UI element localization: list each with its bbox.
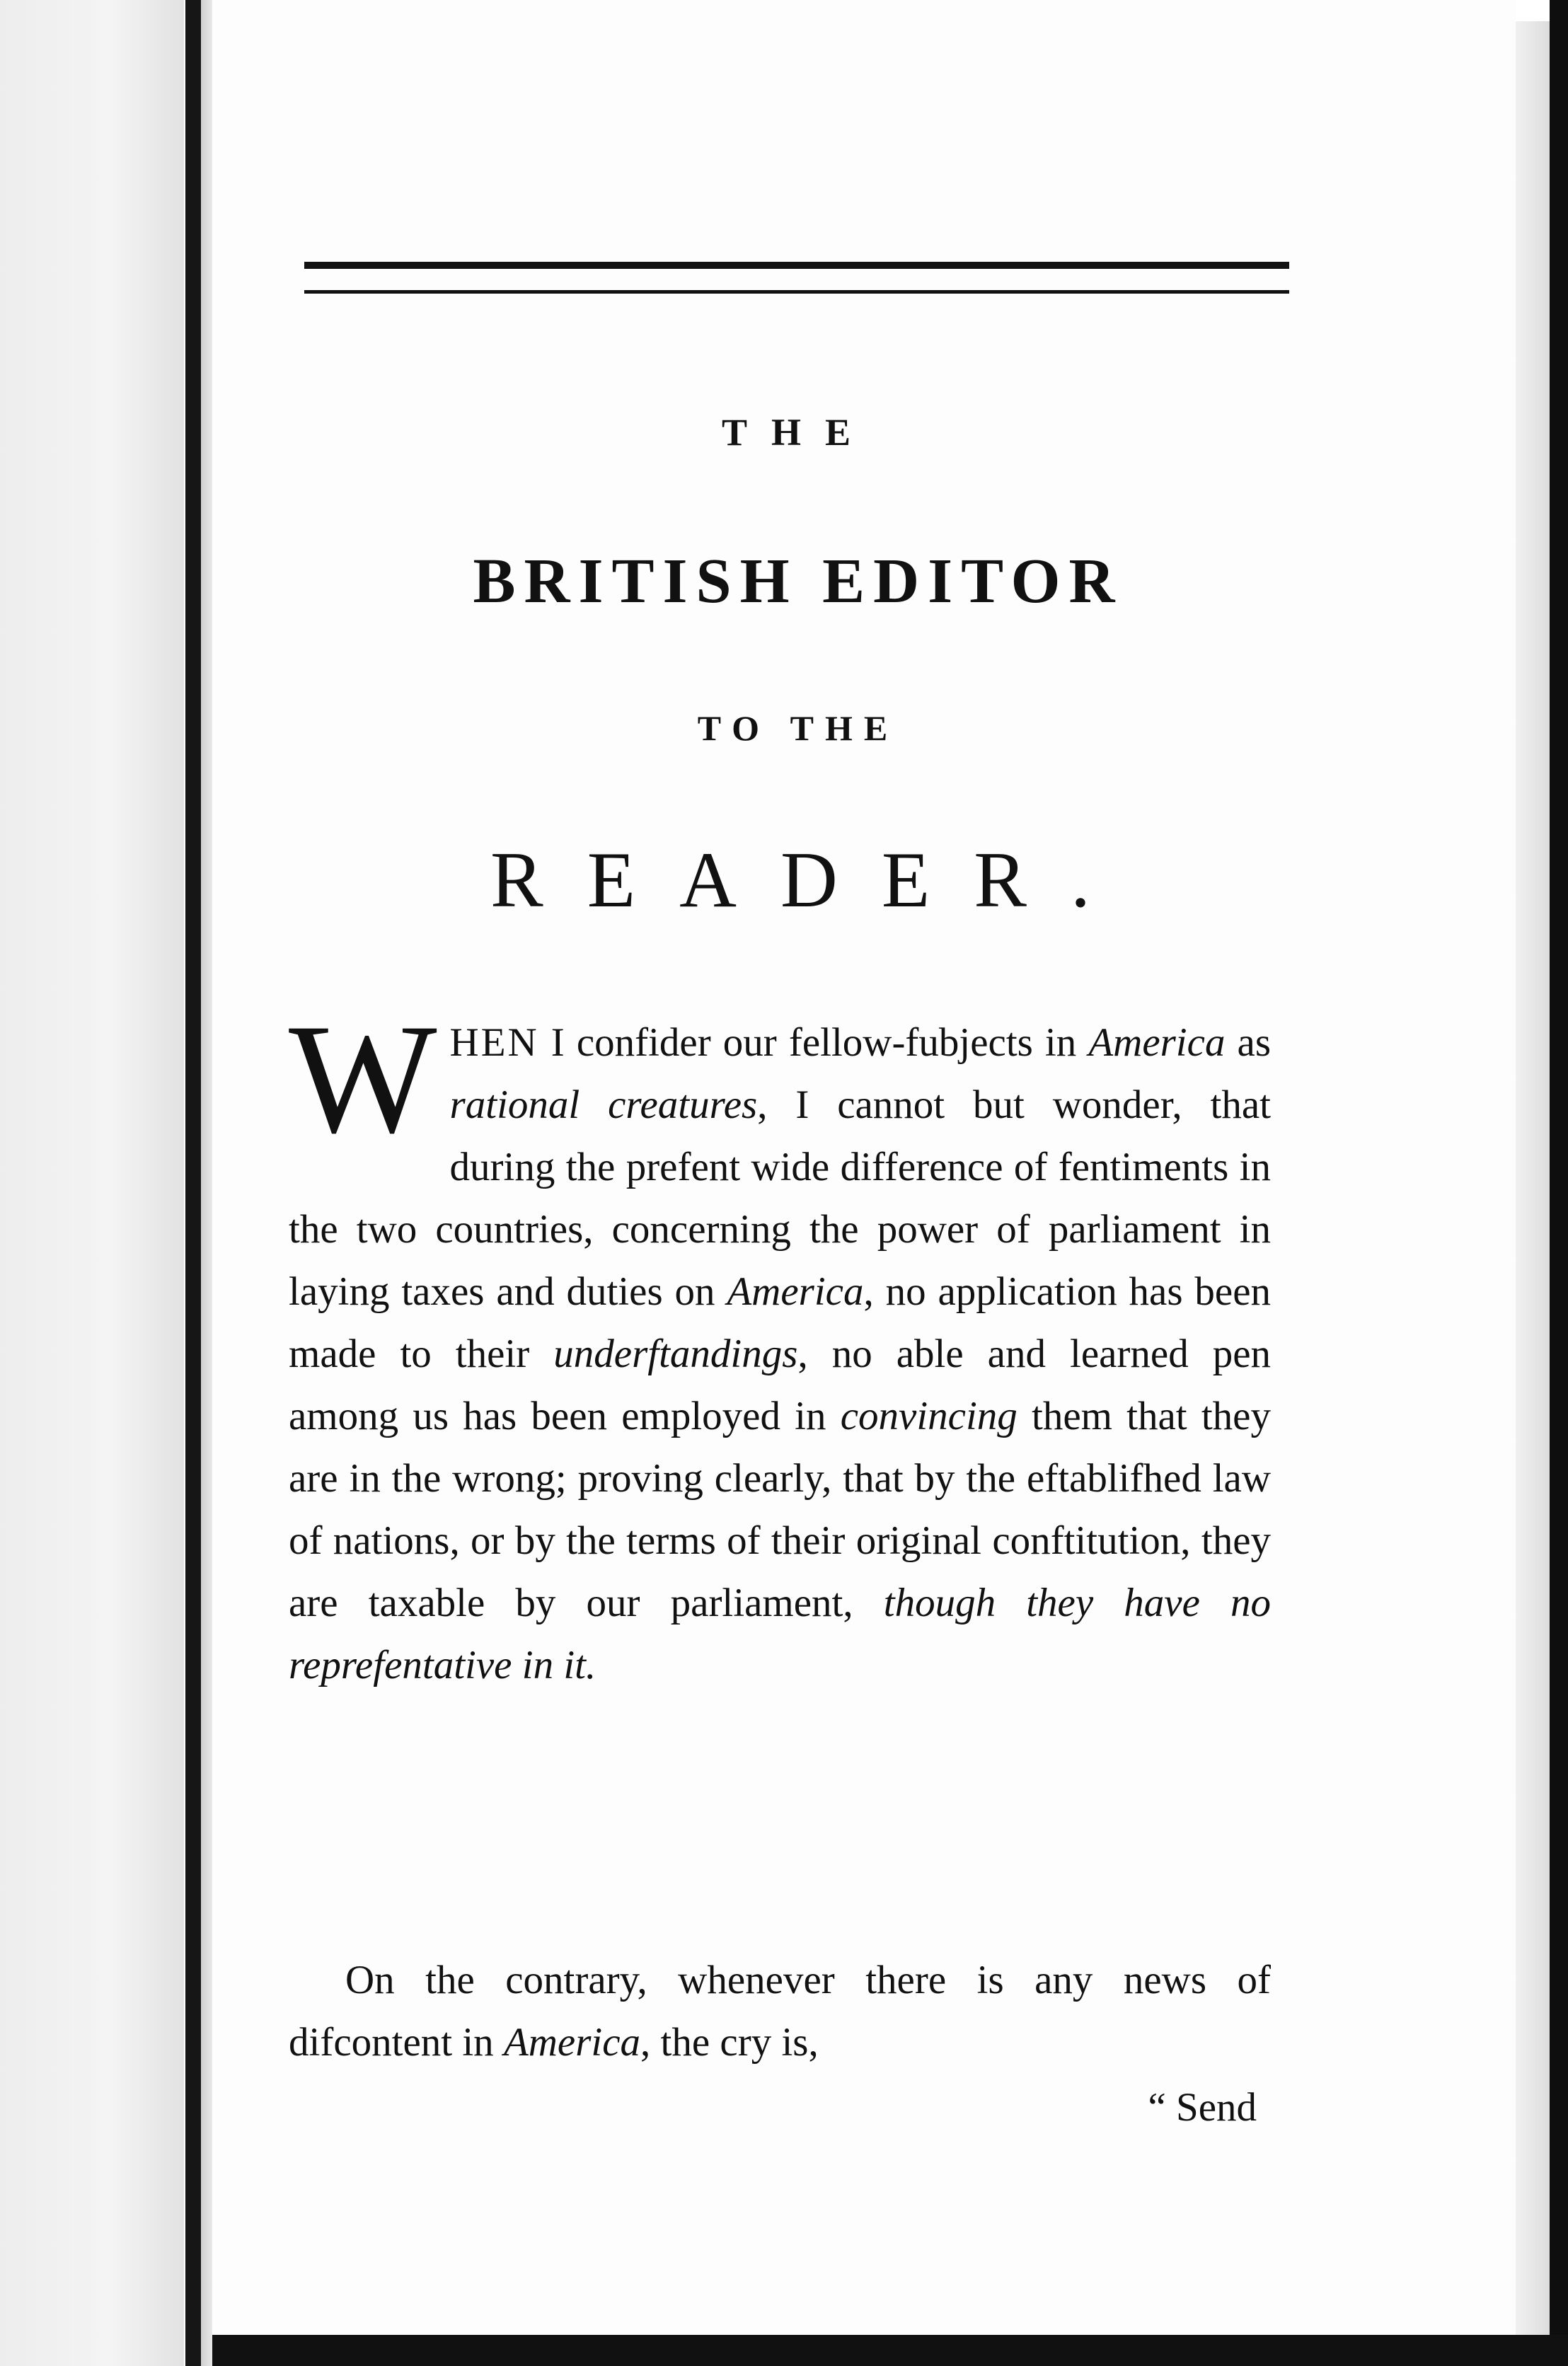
text-run: them that they are in the wrong; proving clearly, that by the eftablifhed law of nations, or by the terms of their original conftitution, they are taxable by our parliament, (289, 1394, 1271, 1625)
header-rule-thick (304, 262, 1289, 269)
paragraph-2 (289, 1949, 1271, 2074)
header-rule-thin (304, 290, 1289, 294)
text-run: , no application has been made to their (289, 1269, 1271, 1376)
heading-to-the: TO THE (697, 708, 899, 748)
heading-british-editor: BRITISH EDITOR (473, 546, 1124, 616)
heading-the: THE (721, 411, 875, 454)
small-caps-text: HEN (449, 1020, 539, 1065)
italic-run: America (727, 1269, 864, 1314)
text-run: , no able and learned pen among us has been employed in (289, 1332, 1272, 1438)
italic-run: though they have no reprefentative in it. (289, 1581, 1272, 1687)
text-run: as (1225, 1020, 1272, 1065)
paragraph-1 (289, 992, 1272, 1697)
italic-run: underftandings (553, 1332, 798, 1376)
text-run: , I cannot but wonder, that during the prefent wide difference of fentiments in the two countries, concerning the power of parliament in laying taxes and duties on (289, 1083, 1272, 1314)
italic-run: convincing (840, 1394, 1018, 1438)
italic-run: America (503, 2020, 641, 2065)
book-spine (185, 0, 201, 2366)
text-run: , the cry is, (640, 2020, 819, 2065)
italic-run: rational creatures (449, 1083, 758, 1127)
text-run: On the contrary, whenever there is any news of difcontent in (289, 1958, 1271, 2065)
drop-cap: W (289, 992, 437, 1166)
previous-page-edge (0, 0, 184, 2366)
italic-run: America (1088, 1020, 1226, 1065)
heading-reader: READER. (490, 836, 1134, 924)
page-edge (1516, 21, 1550, 2342)
catchword: “ Send (1148, 2085, 1257, 2130)
text-run: I confider our fellow-fubjects in (538, 1020, 1089, 1065)
scan-border-bottom (212, 2335, 1568, 2366)
scan-border-right (1550, 0, 1568, 2366)
